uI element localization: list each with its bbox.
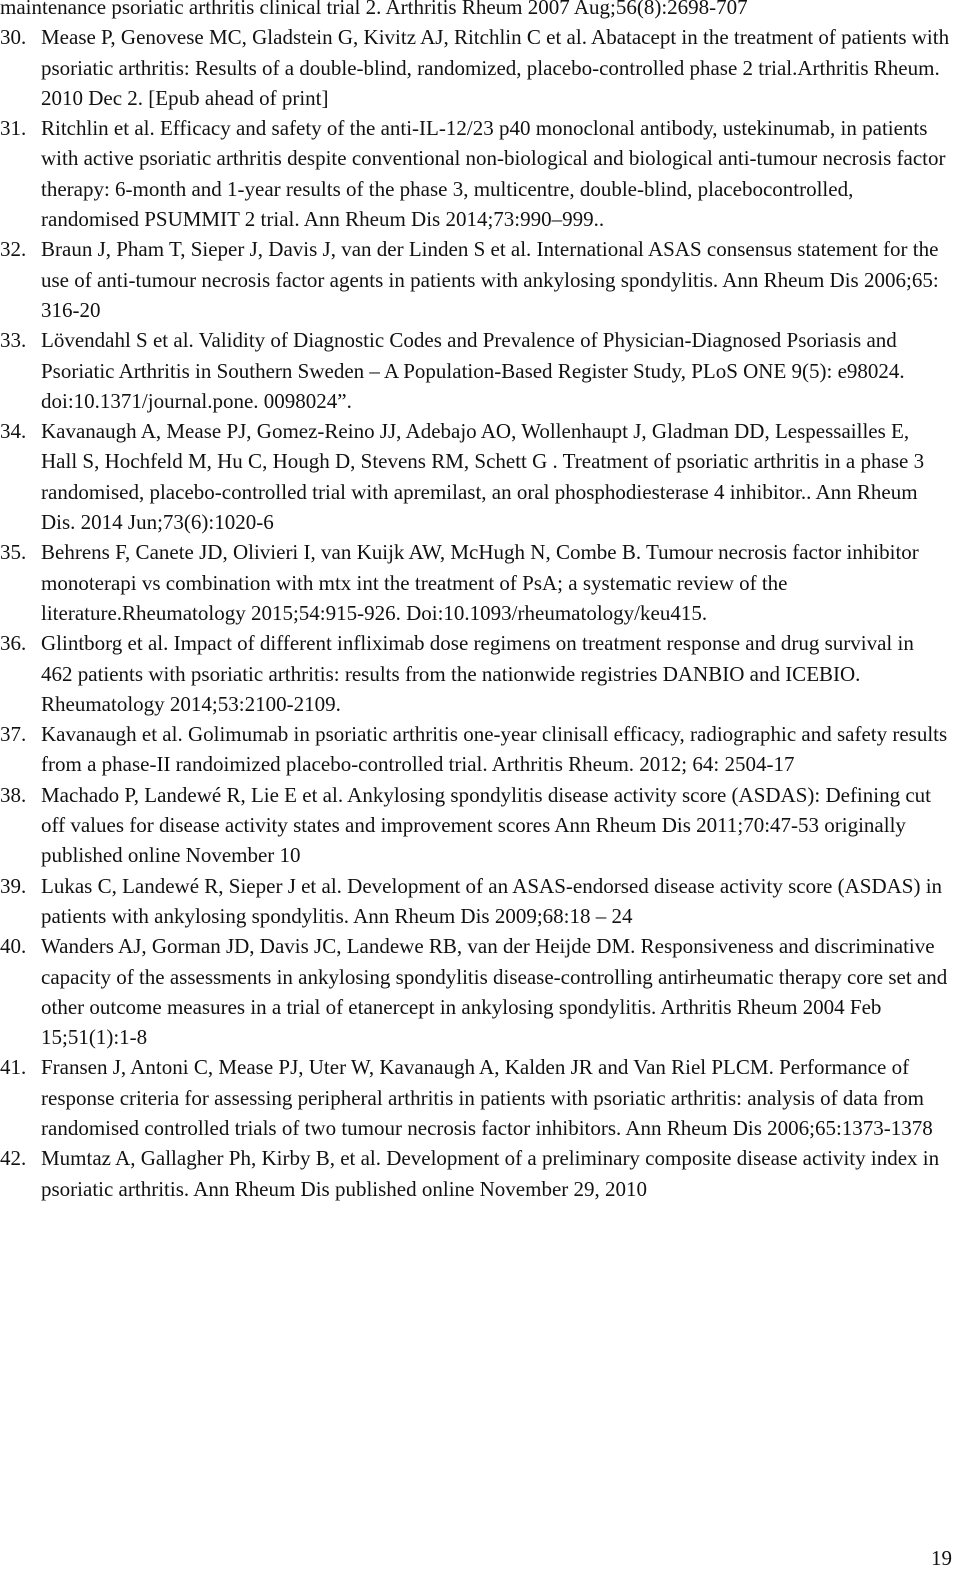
reference-text: Fransen J, Antoni C, Mease PJ, Uter W, Kavanaugh A, Kalden JR and Van Riel PLCM. Performance of response criteria for assessing peripheral arthritis in patients with psoriatic arthritis: analysis of data from randomised controlled trials of two tumour necrosis factor inhibitors. Ann Rheum Dis 2006;65:1373-1378	[41, 1055, 933, 1140]
reference-item	[0, 1143, 950, 1204]
reference-item	[0, 113, 950, 234]
reference-item	[0, 22, 950, 113]
reference-list	[0, 22, 950, 1204]
reference-number: 37.	[0, 722, 27, 747]
reference-number: 33.	[0, 328, 27, 353]
reference-text: Glintborg et al. Impact of different infliximab dose regimens on treatment response and drug survival in 462 patients with psoriatic arthritis: results from the nationwide registries DANBIO and ICEBIO. Rheumatology 2014;53:2100-2109.	[41, 631, 914, 716]
reference-number: 39.	[0, 873, 27, 898]
reference-number: 36.	[0, 631, 27, 656]
reference-text: Mease P, Genovese MC, Gladstein G, Kivitz AJ, Ritchlin C et al. Abatacept in the treatment of patients with psoriatic arthritis: Results of a double-blind, randomized, placebo-controlled phase 2 trial.Arthritis Rheum. 2010 Dec 2. [Epub ahead of print]	[41, 25, 950, 110]
reference-item	[0, 1052, 950, 1143]
page-number: 19	[931, 1546, 952, 1570]
reference-item	[0, 931, 950, 1052]
reference-number: 42.	[0, 1146, 27, 1171]
reference-item	[0, 780, 950, 871]
reference-text: Braun J, Pham T, Sieper J, Davis J, van der Linden S et al. International ASAS consensus statement for the use of anti-tumour necrosis factor agents in patients with ankylosing spondylitis. Ann Rheum Dis 2006;65: 316-20	[41, 237, 939, 322]
reference-number: 41.	[0, 1055, 27, 1080]
reference-continuation	[0, 0, 950, 22]
reference-text: Ritchlin et al. Efficacy and safety of the anti-IL-12/23 p40 monoclonal antibody, ustekinumab, in patients with active psoriatic arthritis despite conventional non-biological and biological anti-tumour necrosis factor therapy: 6-month and 1-year results of the phase 3, multicentre, double-blind, placebocontrolled, randomised PSUMMIT 2 trial. Ann Rheum Dis 2014;73:990–999..	[41, 116, 946, 232]
reference-number: 32.	[0, 237, 27, 262]
reference-item	[0, 537, 950, 628]
reference-number: 35.	[0, 540, 27, 565]
reference-number: 40.	[0, 934, 27, 959]
reference-text: Machado P, Landewé R, Lie E et al. Ankylosing spondylitis disease activity score (ASDAS): Defining cut off values for disease activity states and improvement scores Ann Rheum Dis 2011;70:47-53 originally published online November 10	[41, 782, 932, 868]
reference-item	[0, 416, 950, 537]
reference-item	[0, 325, 950, 416]
reference-number: 31.	[0, 116, 27, 141]
reference-text: Kavanaugh et al. Golimumab in psoriatic arthritis one-year clinisall efficacy, radiographic and safety results from a phase-II randoimized placebo-controlled trial. Arthritis Rheum. 2012; 64: 2504-17	[41, 722, 948, 777]
reference-text: Lukas C, Landewé R, Sieper J et al. Development of an ASAS-endorsed disease activity score (ASDAS) in patients with ankylosing spondylitis. Ann Rheum Dis 2009;68:18 – 24	[41, 873, 943, 928]
reference-text: Mumtaz A, Gallagher Ph, Kirby B, et al. Development of a preliminary composite disease activity index in psoriatic arthritis. Ann Rheum Dis published online November 29, 2010	[41, 1146, 940, 1201]
reference-number: 30.	[0, 25, 27, 50]
reference-text: Kavanaugh A, Mease PJ, Gomez-Reino JJ, Adebajo AO, Wollenhaupt J, Gladman DD, Lespessailles E, Hall S, Hochfeld M, Hu C, Hough D, Stevens RM, Schett G . Treatment of psoriatic arthritis in a phase 3 randomised, placebo-controlled trial with apremilast, an oral phosphodiesterase 4 inhibitor.. Ann Rheum Dis. 2014 Jun;73(6):1020-6	[41, 419, 925, 535]
reference-item	[0, 719, 950, 780]
reference-item	[0, 628, 950, 719]
reference-number: 38.	[0, 782, 27, 807]
reference-item	[0, 871, 950, 932]
reference-text: Lövendahl S et al. Validity of Diagnostic Codes and Prevalence of Physician-Diagnosed Psoriasis and Psoriatic Arthritis in Southern Sweden – A Population-Based Register Study, PLoS ONE 9(5): e98024. doi:10.1371/journal.pone. 0098024”.	[41, 328, 905, 413]
reference-text: Wanders AJ, Gorman JD, Davis JC, Landewe RB, van der Heijde DM. Responsiveness and discriminative capacity of the assessments in ankylosing spondylitis disease-controlling antirheumatic therapy core set and other outcome measures in a trial of etanercept in ankylosing spondylitis. Arthritis Rheum 2004 Feb 15;51(1):1-8	[41, 934, 948, 1050]
reference-item	[0, 234, 950, 325]
reference-continuation-text: maintenance psoriatic arthritis clinical trial 2. Arthritis Rheum 2007 Aug;56(8):2698-707	[0, 0, 748, 19]
reference-number: 34.	[0, 419, 27, 444]
reference-text: Behrens F, Canete JD, Olivieri I, van Kuijk AW, McHugh N, Combe B. Tumour necrosis factor inhibitor monoterapi vs combination with mtx int the treatment of PsA; a systematic review of the literature.Rheumatology 2015;54:915-926. Doi:10.1093/rheumatology/keu415.	[41, 540, 919, 625]
